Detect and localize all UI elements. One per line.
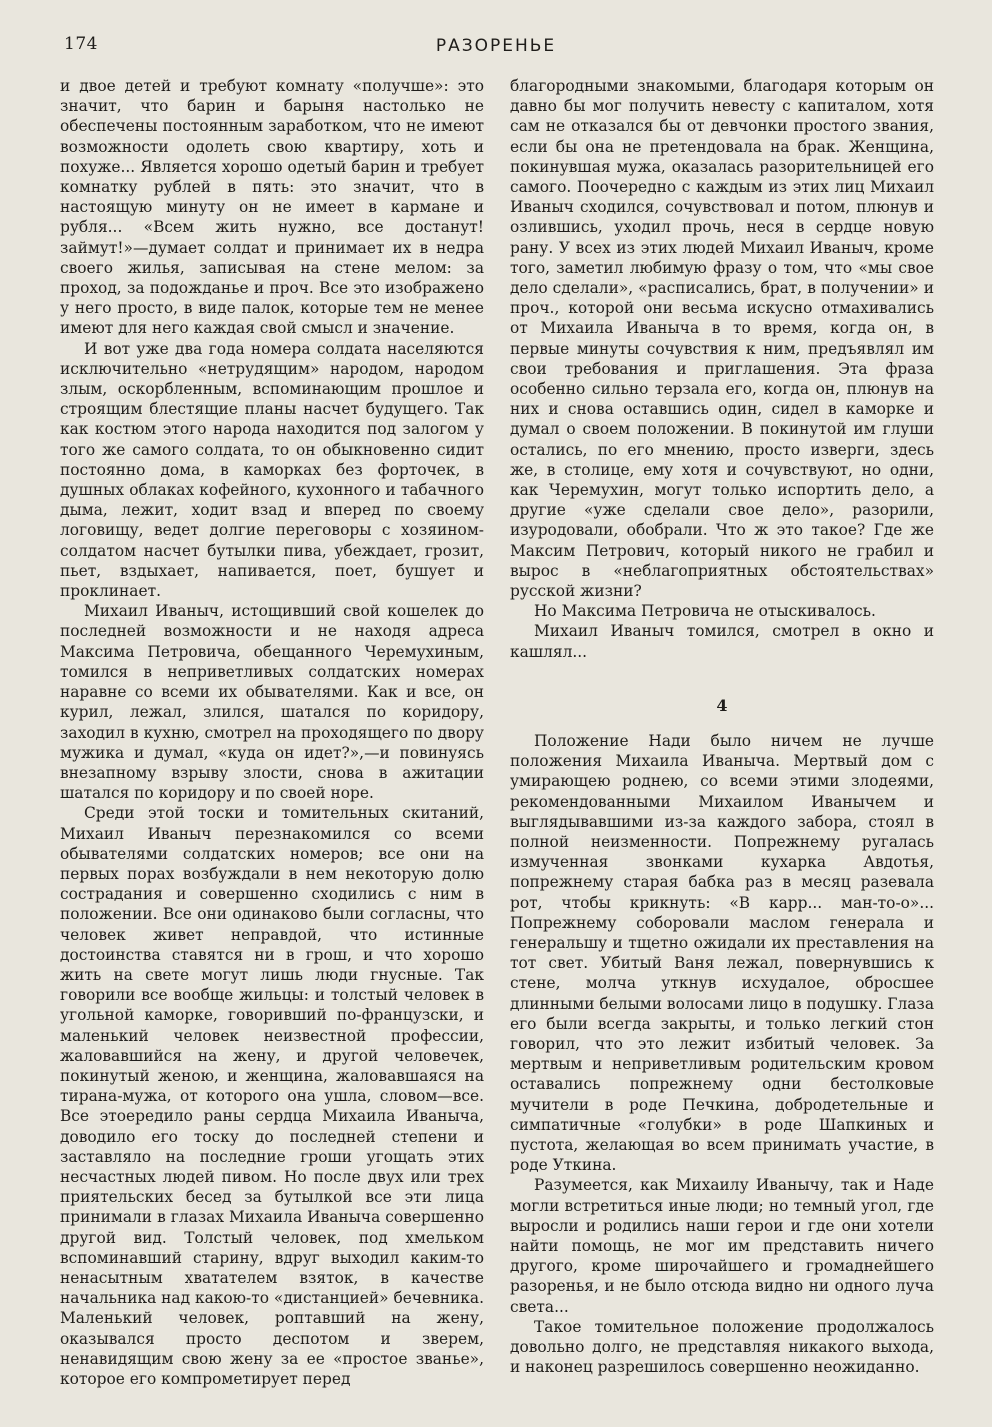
running-title: РАЗОРЕНЬЕ: [435, 36, 557, 56]
paragraph: и двое детей и требуют комнату «получше»: это значит, что барин и барыня настолько не обеспечены постоянным заработком, что не имеют возможности одолеть свою квартиру, хоть и похуже... Является хорошо одетый барин и требует комнатку рублей в пять: это значит, что в настоящую минуту он не имеет в кармане и рубля... «Всем жить нужно, все достанут! займут!»—думает солдат и принимает их в недра своего жилья, записывая на стене мелом: за проход, за подожданье и проч. Все это изображено у него просто, в виде палок, которые тем не менее имеют для него каждая свой смысл и значение.: [60, 77, 484, 338]
section-number: 4: [716, 695, 728, 715]
paragraph: Разумеется, как Михаилу Иванычу, так и Наде могли встретиться иные люди; но темный угол, где выросли и родились наши герои и где они хотели найти помощь, не мог им представить ничего другого, кроме широчайшего и громаднейшего разоренья, и не было отсюда видно ни одного луча света...: [510, 1176, 934, 1316]
paragraph: Михаил Иваныч томился, смотрел в окно и кашлял...: [510, 622, 934, 661]
page-number: 174: [64, 34, 98, 54]
paragraph: Но Максима Петровича не отыскивалось.: [534, 602, 876, 621]
paragraph: Михаил Иваныч, истощивший свой кошелек до последней возможности и не находя адреса Максима Петровича, обещанного Черемухиным, томился в неприветливых солдатских номерах наравне со всеми их обывателями. Как и все, он курил, лежал, злился, шатался по коридору, заходил в кухню, смотрел на проходящего по двору мужика и думал, «куда он идет?»,—и повинуясь внезапному взрыву злости, снова в ажитации шатался по коридору и по своей норе.: [60, 602, 484, 803]
right-column: [510, 76, 934, 1396]
text-columns: [60, 76, 934, 1396]
paragraph: Положение Нади было ничем не лучше положения Михаила Иваныча. Мертвый дом с умирающею роднею, со всеми этими злодеями, рекомендованными Михаилом Иванычем и выглядывавшими из-за каждого забора, стоял в полной неизменности. Попрежнему ругалась измученная звонками кухарка Авдотья, попрежнему старая бабка раз в месяц разевала рот, чтобы крикнуть: «В карр... ман-то-о»... Попрежнему соборовали маслом генерала и генеральшу и тщетно ожидали их преставления на тот свет. Убитый Ваня лежал, повернувшись к стене, молча уткнув исхудалое, обросшее длинными белыми волосами лицо в подушку. Глаза его были всегда закрыты, и только легкий стон говорил, что это лежит избитый человек. За мертвым и неприветливым родительским кровом оставались попрежнему одни бестолковые мучители в роде Печкина, добродетельные и симпатичные «голубки» в роде Шапкиных и пустота, желающая во всем принимать участие, в роде Уткина.: [510, 731, 934, 1175]
left-column: [60, 76, 484, 1396]
paragraph: благородными знакомыми, благодаря которым он давно бы мог получить невесту с капиталом, хотя сам не отказался бы от девчонки простого звания, если бы она не претендовала на брак. Женщина, покинувшая мужа, оказалась разорительницей его самого. Поочередно с каждым из этих лиц Михаил Иваныч сходился, сочувствовал и потом, плюнув и озлившись, уходил прочь, неся в сердце новую рану. У всех из этих людей Михаил Иваныч, кроме того, заметил любимую фразу о том, что «мы свое дело сделали», «расписались, брат, в получении» и проч., которой они весьма искусно отмахивались от Михаила Иваныча в то время, когда он, в первые минуты сочувствия к ним, предъявлял им свои требования и приглашения. Эта фраза особенно сильно терзала его, когда он, плюнув на них и снова оставшись один, сидел в каморке и думал о своем положении. В покинутой им глуши остались, по его мнению, просто изверги, здесь же, в столице, ему хотя и сочувствуют, но одни, как Черемухин, могут только испортить дело, а другие «уже сделали свое дело», разорили, изуродовали, обобрали. Что ж это такое? Где же Максим Петрович, который никого не грабил и вырос в «неблагоприятных обстоятельствах» русской жизни?: [510, 77, 934, 601]
paragraph: И вот уже два года номера солдата населяются исключительно «нетрудящим» народом, народом злым, оскорбленным, вспоминающим прошлое и строящим блестящие планы насчет будущего. Так как костюм этого народа находится под залогом у того же самого солдата, то он обыкновенно сидит постоянно дома, в каморках без форточек, в душных облаках кофейного, кухонного и табачного дыма, лежит, ходит взад и вперед по своему логовищу, ведет долгие переговоры с хозяином-солдатом насчет бутылки пива, убеждает, грозит, пьет, вздыхает, напивается, поет, бушует и проклинает.: [60, 339, 484, 601]
paragraph: Среди этой тоски и томительных скитаний, Михаил Иваныч перезнакомился со всеми обывателями солдатских номеров; все они на первых порах возбуждали в нем некоторую долю сострадания и совершенно сходились с ним в положении. Все они одинаково были согласны, что человек живет неправдой, что истинные достоинства ставятся ни в грош, и что хорошо жить на свете могут лишь люди гнусные. Так говорили все вообще жильцы: и толстый человек в угольной каморке, говоривший по-французски, и маленький человек неизвестной профессии, жаловавшийся на жену, и другой человечек, покинутый женою, и женщина, жаловавшаяся на тирана-мужа, от которого она ушла, словом—все. Все этоередило раны сердца Михаила Иваныча, доводило его тоску до последней степени и заставляло на последние гроши угощать этих несчастных людей пивом. Но после двух или трех приятельских бесед за бутылкой все эти лица принимали в глазах Михаила Иваныча совершенно другой вид. Толстый человек, под хмельком вспоминавший старину, вдруг выходил каким-то ненасытным хватателем взяток, в качестве начальника над какою-то «дистанцией» бечевника. Маленький человек, роптавший на жену, оказывался просто деспотом и зверем, ненавидящим свою жену за ее «простое званье», которое его компрометирует перед: [60, 804, 484, 1388]
paragraph: Такое томительное положение продолжалось довольно долго, не представляя никакого выхода, и наконец разрешилось совершенно неожиданно.: [510, 1317, 934, 1377]
